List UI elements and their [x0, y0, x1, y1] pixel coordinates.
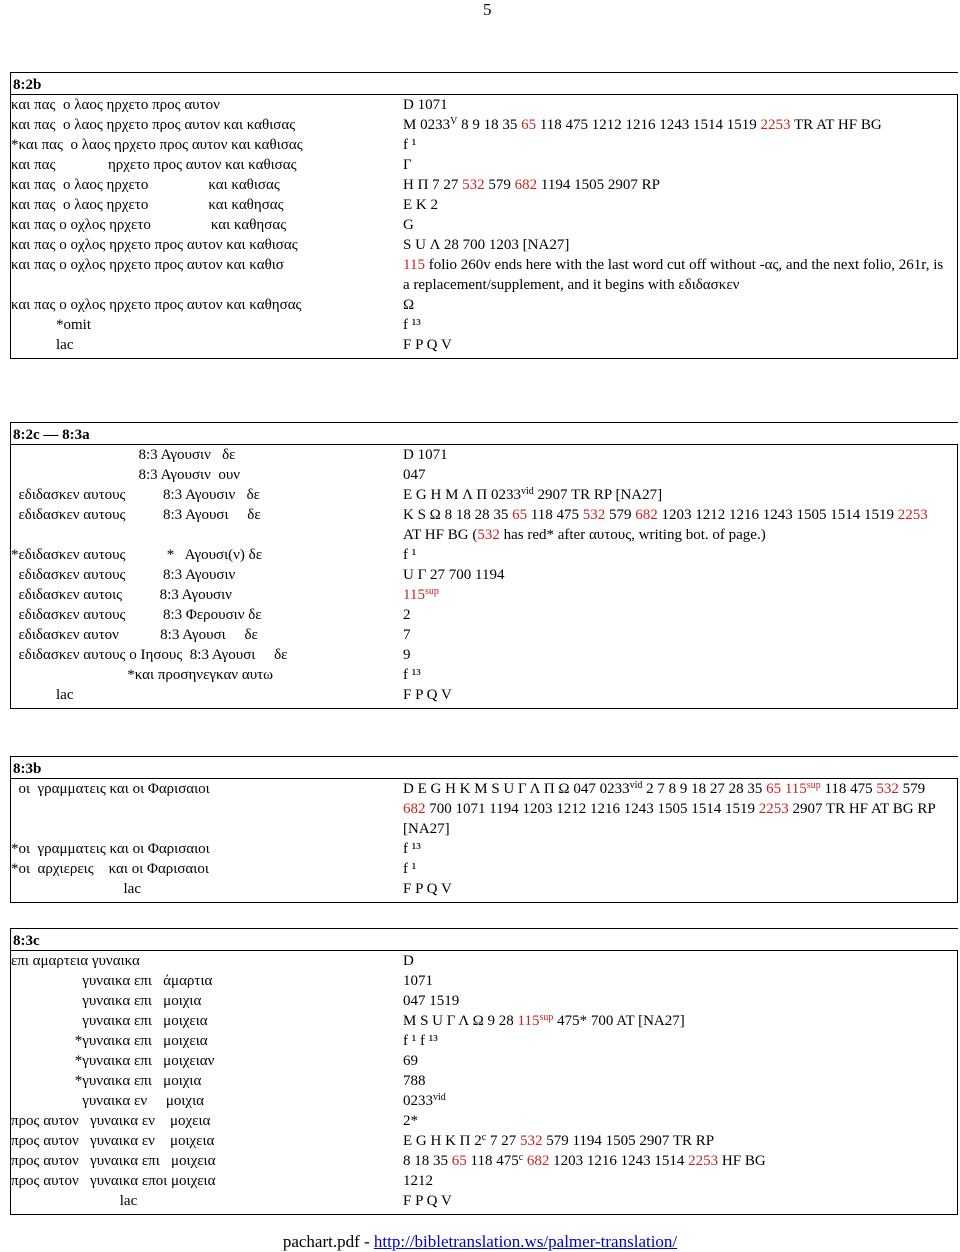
witness-text: E K 2 [403, 197, 438, 213]
manuscript-witnesses [403, 839, 957, 859]
apparatus-row [11, 115, 957, 135]
section-heading: 8:2c — 8:3a [11, 423, 958, 445]
greek-reading: προς αυτον γυναικα εποι μοιχεια [11, 1173, 216, 1189]
highlighted-witness: 2253 [758, 801, 789, 817]
witness-text: f ¹ [403, 547, 417, 563]
highlighted-witness: 2253 [760, 117, 791, 133]
witness-text: f ¹³ [403, 317, 421, 333]
witness-text: f ¹ [403, 137, 417, 153]
highlighted-witness: 682 [526, 1153, 550, 1169]
manuscript-witnesses [403, 235, 957, 255]
manuscript-witnesses [403, 1151, 957, 1171]
highlighted-witness: 115 [517, 1013, 540, 1029]
apparatus-row [11, 585, 957, 605]
section-8-2b [10, 72, 958, 359]
greek-reading: εδιδασκεν αυτους 8:3 Αγουσιν [11, 567, 236, 583]
apparatus-row [11, 295, 957, 315]
witness-text: 8 18 35 [403, 1153, 452, 1169]
manuscript-witnesses [403, 879, 957, 899]
apparatus-row [11, 625, 957, 645]
manuscript-witnesses [403, 315, 957, 335]
witness-text: 69 [403, 1053, 418, 1069]
section-8-2c-8-3a [10, 422, 958, 709]
manuscript-witnesses [403, 295, 957, 315]
witness-text: c [481, 1132, 487, 1143]
apparatus-row [11, 605, 957, 625]
highlighted-witness: 65 [451, 1153, 467, 1169]
highlighted-witness: 532 [582, 507, 606, 523]
witness-text: D E G H K M S U Γ Λ Π Ω 047 0233 [403, 781, 630, 797]
witness-text: E G H M Λ Π 0233 [403, 487, 521, 503]
greek-reading: και πας ο οχλος ηρχετο και καθησας [11, 217, 287, 233]
apparatus-row [11, 1091, 957, 1111]
manuscript-witnesses [403, 605, 957, 625]
witness-text: 0233 [403, 1093, 433, 1109]
witness-text: 700 1071 1194 1203 1212 1216 1243 1505 1514 1519 [425, 801, 759, 817]
witness-text: 579 1194 1505 2907 TR RP [542, 1133, 715, 1149]
greek-reading: γυναικα επι μοιχια [11, 993, 202, 1009]
witness-text: D 1071 [403, 447, 448, 463]
manuscript-witnesses [403, 971, 957, 991]
witness-text: 118 475 1212 1216 1243 1514 1519 [536, 117, 761, 133]
section-heading: 8:2b [11, 73, 958, 95]
witness-text: H Π 7 27 [403, 177, 463, 193]
apparatus-row [11, 665, 957, 685]
greek-reading: *οι αρχιερεις και οι Φαρισαιοι [11, 861, 209, 877]
highlighted-witness: 2253 [688, 1153, 719, 1169]
highlighted-witness: 682 [514, 177, 538, 193]
apparatus-row [11, 1031, 957, 1051]
greek-reading: και πας ο λαος ηρχετο προς αυτον και καθισας [11, 117, 296, 133]
apparatus-row [11, 545, 957, 565]
witness-text: f ¹³ [403, 841, 421, 857]
manuscript-witnesses [403, 1071, 957, 1091]
witness-text: K S Ω 8 18 28 35 [403, 507, 513, 523]
highlighted-witness: 532 [462, 177, 485, 193]
greek-reading: 8:3 Αγουσιν δε [11, 447, 236, 463]
greek-reading: και πας ο οχλος ηρχετο προς αυτον και καθισας [11, 237, 298, 253]
highlighted-witness: 2253 [897, 507, 928, 523]
manuscript-witnesses [403, 645, 957, 665]
manuscript-witnesses [403, 195, 957, 215]
apparatus-row [11, 1131, 957, 1151]
manuscript-witnesses [403, 155, 957, 175]
apparatus-row [11, 215, 957, 235]
greek-reading: 8:3 Αγουσιν ουν [11, 467, 241, 483]
manuscript-witnesses [403, 685, 957, 705]
greek-reading: lac [11, 687, 74, 703]
witness-text: 579 [605, 507, 636, 523]
apparatus-row [11, 1171, 957, 1191]
highlighted-witness: 532 [477, 527, 500, 543]
apparatus-row [11, 485, 957, 505]
highlighted-witness: 115 [784, 781, 807, 797]
witness-text: vid [521, 486, 534, 497]
manuscript-witnesses [403, 255, 957, 295]
apparatus-row [11, 645, 957, 665]
witness-text: 2 7 8 9 18 27 28 35 [642, 781, 767, 797]
witness-text: 1071 [403, 973, 433, 989]
witness-text: has red* after αυτους, writing bot. of page.) [499, 527, 766, 543]
greek-reading: προς αυτον γυναικα επι μοιχεια [11, 1153, 216, 1169]
greek-reading: lac [11, 337, 74, 353]
footer-filename: pachart.pdf - [282, 1232, 374, 1251]
highlighted-witness: 532 [876, 781, 899, 797]
witness-text: F P Q V [403, 687, 452, 703]
highlighted-witness: 115 [403, 587, 425, 603]
highlighted-witness: sup [539, 1012, 554, 1023]
greek-reading: lac [11, 1193, 138, 1209]
apparatus-row [11, 155, 957, 175]
apparatus-row [11, 465, 957, 485]
apparatus-row [11, 1111, 957, 1131]
manuscript-witnesses [403, 951, 957, 971]
manuscript-witnesses [403, 215, 957, 235]
witness-text: 1203 1212 1216 1243 1505 1514 1519 [657, 507, 898, 523]
greek-reading: εδιδασκεν αυτους ο Ιησους 8:3 Αγουσι δε [11, 647, 288, 663]
apparatus-row [11, 175, 957, 195]
apparatus-row [11, 195, 957, 215]
witness-text: U Γ 27 700 1194 [403, 567, 505, 583]
greek-reading: *και πας ο λαος ηρχετο προς αυτον και καθισας [11, 137, 303, 153]
apparatus-row [11, 315, 957, 335]
manuscript-witnesses [403, 991, 957, 1011]
witness-text: M S U Γ Λ Ω 9 28 [403, 1013, 518, 1029]
witness-text: 2907 TR HF AT BG RP [NA27] [403, 801, 936, 837]
manuscript-witnesses [403, 1171, 957, 1191]
highlighted-witness: sup [806, 780, 821, 791]
witness-text: D [403, 953, 414, 969]
witness-text: 047 [403, 467, 426, 483]
witness-text: 475* 700 AT [NA27] [553, 1013, 685, 1029]
apparatus-row [11, 1071, 957, 1091]
witness-text: TR AT HF BG [790, 117, 882, 133]
greek-reading: γυναικα εν μοιχια [11, 1093, 204, 1109]
manuscript-witnesses [403, 95, 957, 115]
manuscript-witnesses [403, 465, 957, 485]
witness-text: folio 260v ends here with the last word cut off without -ας, and the next folio, 261r, is a replacement/supplement, and it begins with εδιδασκεν [403, 257, 944, 293]
apparatus-row [11, 135, 957, 155]
witness-text: 1194 1505 2907 RP [537, 177, 660, 193]
witness-text: HF BG [718, 1153, 766, 1169]
witness-text: Γ [403, 157, 412, 173]
highlighted-witness: 65 [766, 781, 782, 797]
manuscript-witnesses [403, 779, 957, 839]
manuscript-witnesses [403, 545, 957, 565]
witness-text: 788 [403, 1073, 426, 1089]
greek-reading: και πας ο οχλος ηρχετο προς αυτον και καθησας [11, 297, 302, 313]
greek-reading: οι γραμματεις και οι Φαρισαιοι [11, 781, 210, 797]
highlighted-witness: sup [424, 586, 439, 597]
section-8-3c [10, 928, 958, 1215]
section-heading: 8:3c [11, 929, 958, 951]
apparatus-row [11, 951, 957, 971]
witness-text: 2 [403, 607, 411, 623]
apparatus-row [11, 95, 957, 115]
witness-text: 579 [898, 781, 926, 797]
manuscript-witnesses [403, 859, 957, 879]
witness-text: 8 9 18 35 [457, 117, 522, 133]
apparatus-table [11, 779, 958, 902]
witness-text: c [518, 1152, 524, 1163]
apparatus-row [11, 1011, 957, 1031]
page-number: 5 [483, 0, 492, 19]
apparatus-row [11, 1191, 957, 1211]
witness-text: 118 475 [527, 507, 583, 523]
witness-text: vid [433, 1092, 446, 1103]
manuscript-witnesses [403, 665, 957, 685]
manuscript-witnesses [403, 1111, 957, 1131]
apparatus-row [11, 1151, 957, 1171]
greek-reading: και πας ηρχετο προς αυτον και καθισας [11, 157, 297, 173]
witness-text: f ¹ f ¹³ [403, 1033, 438, 1049]
manuscript-witnesses [403, 445, 957, 465]
witness-text: G [403, 217, 414, 233]
greek-reading: *γυναικα επι μοιχεια [11, 1033, 208, 1049]
greek-reading: και πας ο οχλος ηρχετο προς αυτον και καθισ [11, 257, 284, 273]
apparatus-row [11, 779, 957, 839]
manuscript-witnesses [403, 585, 957, 605]
apparatus-row [11, 971, 957, 991]
manuscript-witnesses [403, 1091, 957, 1111]
greek-reading: εδιδασκεν αυτους 8:3 Αγουσι δε [11, 507, 261, 523]
apparatus-row [11, 505, 957, 545]
highlighted-witness: 115 [403, 257, 425, 273]
apparatus-row [11, 1051, 957, 1071]
greek-reading: *omit [11, 317, 92, 333]
greek-reading: γυναικα επι μοιχεια [11, 1013, 208, 1029]
witness-text: 2907 TR RP [NA27] [533, 487, 663, 503]
apparatus-row [11, 565, 957, 585]
greek-reading: *εδιδασκεν αυτους * Αγουσι(ν) δε [11, 547, 263, 563]
witness-text: f ¹ [403, 861, 417, 877]
greek-reading: προς αυτον γυναικα εν μοιχεια [11, 1133, 215, 1149]
witness-text: M 0233 [403, 117, 451, 133]
manuscript-witnesses [403, 135, 957, 155]
greek-reading: lac [11, 881, 141, 897]
greek-reading: επι αμαρτεια γυναικα [11, 953, 140, 969]
manuscript-witnesses [403, 565, 957, 585]
witness-text: AT HF BG ( [403, 527, 478, 543]
section-8-3b [10, 756, 958, 903]
manuscript-witnesses [403, 115, 957, 135]
witness-text: S U Λ 28 700 1203 [NA27] [403, 237, 570, 253]
witness-text: 1212 [403, 1173, 433, 1189]
greek-reading: και πας ο λαος ηρχετο και καθισας [11, 177, 280, 193]
highlighted-witness: 682 [635, 507, 658, 523]
witness-text: f ¹³ [403, 667, 421, 683]
apparatus-row [11, 685, 957, 705]
witness-text: V [450, 116, 458, 127]
greek-reading: εδιδασκεν αυτους 8:3 Φερουσιν δε [11, 607, 262, 623]
highlighted-witness: 532 [519, 1133, 543, 1149]
manuscript-witnesses [403, 1051, 957, 1071]
greek-reading: εδιδασκεν αυτοις 8:3 Αγουσιν [11, 587, 232, 603]
witness-text: F P Q V [403, 337, 452, 353]
witness-text: E G H K Π 2 [403, 1133, 482, 1149]
greek-reading: *γυναικα επι μοιχια [11, 1073, 202, 1089]
apparatus-row [11, 335, 957, 355]
apparatus-row [11, 255, 957, 295]
witness-text: 7 [403, 627, 411, 643]
apparatus-table [11, 951, 958, 1214]
manuscript-witnesses [403, 1011, 957, 1031]
apparatus-row [11, 445, 957, 465]
greek-reading: *και προσηνεγκαν αυτω [11, 667, 274, 683]
highlighted-witness: 65 [521, 117, 537, 133]
witness-text: D 1071 [403, 97, 448, 113]
greek-reading: εδιδασκεν αυτον 8:3 Αγουσι δε [11, 627, 258, 643]
highlighted-witness: 682 [403, 801, 426, 817]
manuscript-witnesses [403, 1031, 957, 1051]
manuscript-witnesses [403, 175, 957, 195]
greek-reading: *γυναικα επι μοιχειαν [11, 1053, 215, 1069]
manuscript-witnesses [403, 485, 957, 505]
apparatus-table [11, 95, 958, 358]
witness-text: vid [629, 780, 643, 791]
section-heading: 8:3b [11, 757, 958, 779]
greek-reading: προς αυτον γυναικα εν μοχεια [11, 1113, 211, 1129]
witness-text: 047 1519 [403, 993, 460, 1009]
witness-text: 9 [403, 647, 411, 663]
greek-reading: και πας ο λαος ηρχετο και καθησας [11, 197, 284, 213]
footer [0, 1232, 960, 1252]
witness-text: F P Q V [403, 1193, 452, 1209]
apparatus-row [11, 859, 957, 879]
witness-text: 2* [403, 1113, 418, 1129]
manuscript-witnesses [403, 335, 957, 355]
witness-text: 118 475 [466, 1153, 519, 1169]
greek-reading: γυναικα επι άμαρτια [11, 973, 213, 989]
apparatus-row [11, 991, 957, 1011]
apparatus-row [11, 839, 957, 859]
apparatus-row [11, 235, 957, 255]
highlighted-witness: 65 [512, 507, 528, 523]
greek-reading: *οι γραμματεις και οι Φαρισαιοι [11, 841, 210, 857]
greek-reading: εδιδασκεν αυτους 8:3 Αγουσιν δε [11, 487, 260, 503]
apparatus-table [11, 445, 958, 708]
manuscript-witnesses [403, 1131, 957, 1151]
footer-link[interactable]: http://bibletranslation.ws/palmer-translation/ [373, 1232, 678, 1251]
witness-text: 1203 1216 1243 1514 [549, 1153, 689, 1169]
witness-text: 579 [484, 177, 515, 193]
apparatus-row [11, 879, 957, 899]
manuscript-witnesses [403, 505, 957, 545]
witness-text: 118 475 [820, 781, 877, 797]
witness-text: 7 27 [486, 1133, 520, 1149]
witness-text: F P Q V [403, 881, 452, 897]
greek-reading: και πας ο λαος ηρχετο προς αυτον [11, 97, 220, 113]
manuscript-witnesses [403, 625, 957, 645]
witness-text: Ω [403, 297, 415, 313]
manuscript-witnesses [403, 1191, 957, 1211]
